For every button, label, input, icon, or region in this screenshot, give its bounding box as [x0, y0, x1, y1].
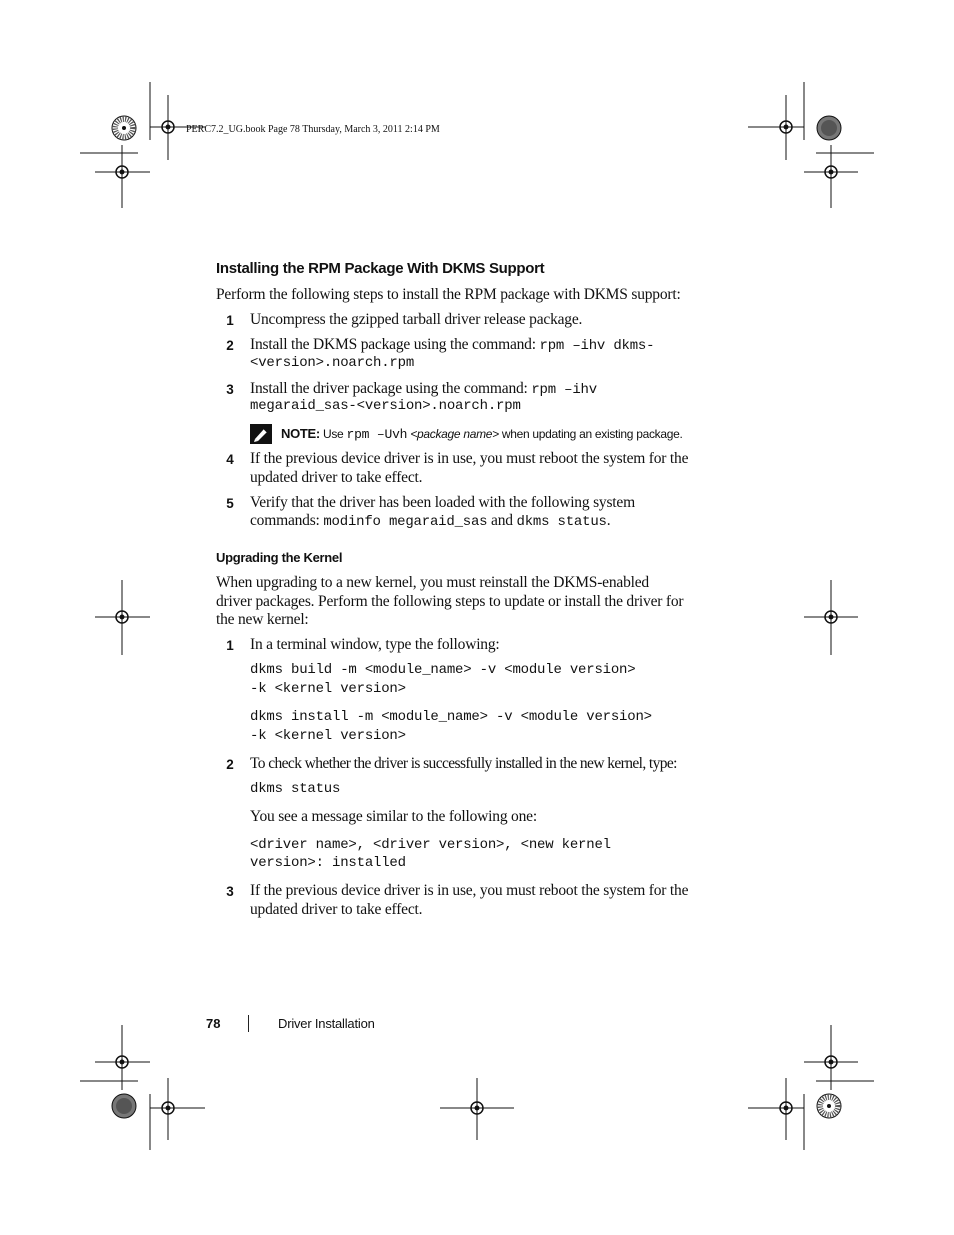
step-text: If the previous device driver is in use, you must reboot the system for the: [250, 450, 689, 467]
code-line: dkms install -m <module_name> -v <module version>: [250, 709, 652, 725]
paragraph-line: the new kernel:: [216, 611, 309, 628]
note-command: rpm –Uvh: [346, 427, 408, 442]
step-number: 1: [226, 638, 234, 653]
step-text-continued: commands: modinfo megaraid_sas and dkms status.: [250, 512, 611, 530]
note-label: NOTE:: [281, 426, 320, 441]
message-text: You see a message similar to the following one:: [250, 808, 537, 825]
step-text: In a terminal window, type the following:: [250, 636, 500, 653]
paragraph-line: When upgrading to a new kernel, you must reinstall the DKMS-enabled: [216, 574, 649, 591]
intro-paragraph: Perform the following steps to install the RPM package with DKMS support:: [216, 286, 681, 303]
code-line: -k <kernel version>: [250, 681, 406, 697]
step-number: 2: [226, 338, 234, 353]
code-line: -k <kernel version>: [250, 728, 406, 744]
footer-chapter-title: Driver Installation: [278, 1016, 375, 1031]
subsection-title: Upgrading the Kernel: [216, 550, 343, 565]
step-number: 2: [226, 757, 234, 772]
command-code: megaraid_sas-<version>.noarch.rpm: [250, 398, 521, 414]
command-code: rpm –ihv dkms-: [539, 338, 655, 354]
step-text: If the previous device driver is in use, you must reboot the system for the: [250, 882, 689, 899]
command-code: <version>.noarch.rpm: [250, 355, 415, 371]
step-text: Install the DKMS package using the command: rpm –ihv dkms-: [250, 336, 655, 354]
step-number: 3: [226, 884, 234, 899]
step-number: 5: [226, 496, 234, 511]
print-slug: PERC7.2_UG.book Page 78 Thursday, March 3, 2011 2:14 PM: [186, 124, 440, 135]
code-line: dkms build -m <module_name> -v <module version>: [250, 662, 636, 678]
footer-divider: [248, 1015, 249, 1032]
step-number: 1: [226, 313, 234, 328]
page-number: 78: [206, 1016, 221, 1031]
step-number: 3: [226, 382, 234, 397]
command-code: modinfo megaraid_sas: [323, 514, 488, 530]
step-number: 4: [226, 452, 234, 467]
note-text: NOTE: Use rpm –Uvh <package name> when updating an existing package.: [281, 426, 683, 442]
step-text: Uncompress the gzipped tarball driver release package.: [250, 311, 583, 328]
step-text: Install the driver package using the command: rpm –ihv: [250, 380, 597, 398]
step-text-continued: updated driver to take effect.: [250, 901, 423, 918]
command-code: rpm –ihv: [531, 382, 597, 398]
section-title: Installing the RPM Package With DKMS Support: [216, 260, 545, 277]
code-line: <driver name>, <driver version>, <new kernel: [250, 837, 611, 853]
note-pencil-icon: [250, 424, 272, 444]
step-text: Verify that the driver has been loaded with the following system: [250, 494, 635, 511]
code-line: dkms status: [250, 781, 341, 797]
step-text-continued: updated driver to take effect.: [250, 469, 423, 486]
step-text: To check whether the driver is successfully installed in the new kernel, type:: [250, 755, 677, 772]
command-code: dkms status: [516, 514, 607, 530]
code-line: version>: installed: [250, 855, 406, 871]
paragraph-line: driver packages. Perform the following steps to update or install the driver for: [216, 593, 684, 610]
